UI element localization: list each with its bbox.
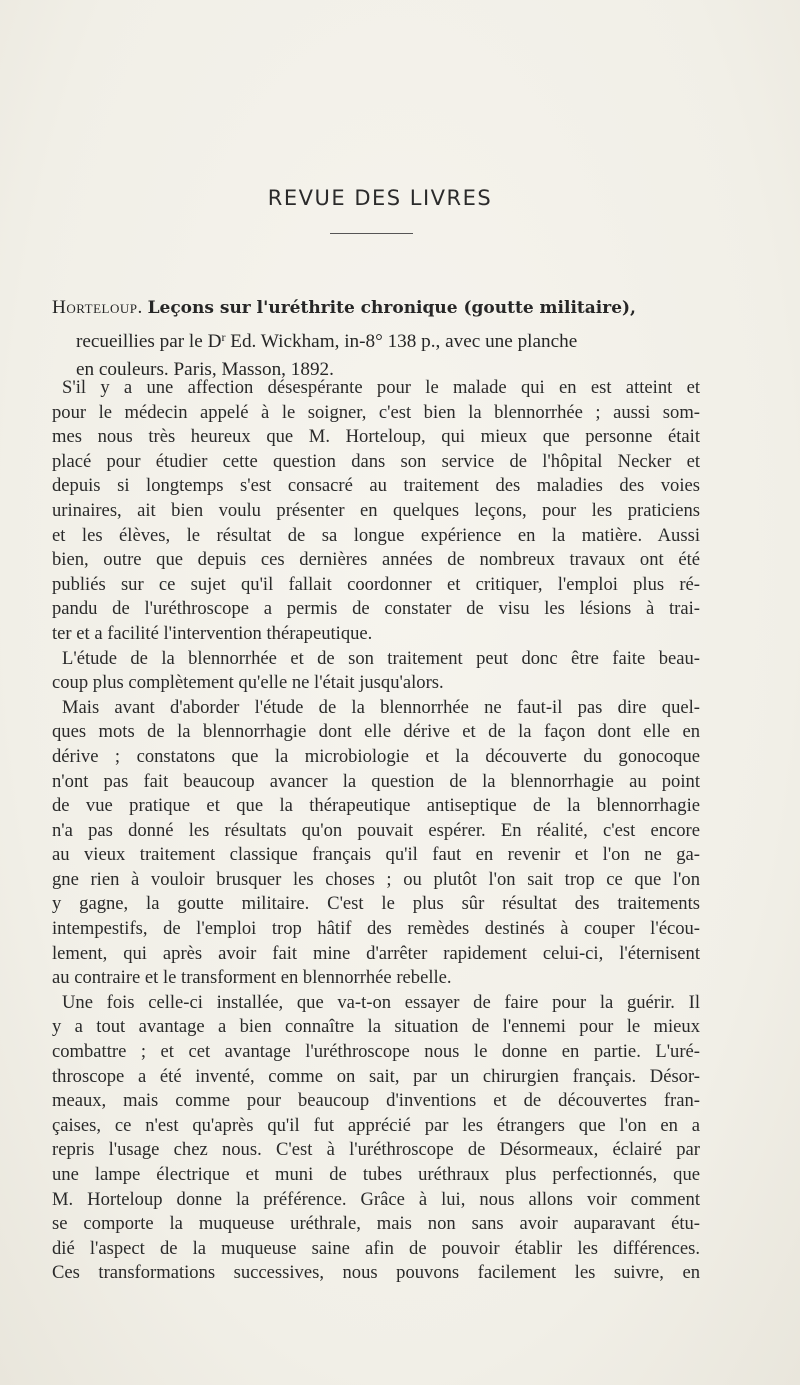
body-line: intempestifs, de l'emploi trop hâtif des remèdes destinés à couper l'écou- [52, 918, 700, 940]
body-line: une lampe électrique et muni de tubes uréthraux plus perfectionnés, que [52, 1164, 700, 1185]
body-line: pandu de l'uréthroscope a permis de constater de visu les lésions à trai- [52, 598, 700, 620]
body-line: combattre ; et cet avantage l'uréthroscope nous le donne en partie. L'uré- [52, 1041, 700, 1063]
entry-line-3: en couleurs. Paris, Masson, 1892. [76, 359, 334, 380]
body-line: ter et a facilité l'intervention thérapeutique. [52, 622, 373, 644]
book-entry [52, 294, 702, 385]
body-line: throscope a été inventé, comme on sait, par un chirurgien français. Désor- [52, 1065, 700, 1087]
body-line: coup plus complètement qu'elle ne l'était jusqu'alors. [52, 672, 444, 694]
entry-line-2-pre: recueillies par le D [76, 330, 222, 352]
body-line: se comporte la muqueuse uréthrale, mais non sans avoir auparavant étu- [52, 1213, 700, 1235]
entry-line-2-sup: r [221, 329, 226, 344]
body-line: publiés sur ce sujet qu'il fallait coordonner et critiquer, l'emploi plus ré- [52, 573, 700, 595]
body-line: et les élèves, le résultat de sa longue expérience en la matière. Aussi [52, 524, 700, 546]
body-line: ques mots de la blennorrhagie dont elle dérive et de la façon dont elle en [52, 721, 700, 743]
body-line: bien, outre que depuis ces dernières années de nombreux travaux ont été [52, 549, 700, 571]
body-line: placé pour étudier cette question dans son service de l'hôpital Necker et [52, 450, 700, 472]
body-line: n'ont pas fait beaucoup avancer la question de la blennorrhagie au point [52, 770, 700, 792]
entry-line-2 [52, 323, 702, 357]
body-line: dérive ; constatons que la microbiologie et la découverte du gonocoque [52, 745, 700, 767]
body-line: pour le médecin appelé à le soigner, c'est bien la blennorrhée ; aussi som- [52, 401, 700, 423]
section-heading: REVUE DES LIVRES [267, 186, 493, 210]
body-line: de vue pratique et que la thérapeutique antiseptique de la blennorrhagie [52, 795, 700, 817]
body-line: Une fois celle-ci installée, que va-t-on essayer de faire pour la guérir. Il [62, 991, 700, 1013]
entry-author: Horteloup. [52, 297, 143, 318]
body-line: S'il y a une affection désespérante pour le malade qui en est atteint et [62, 377, 700, 398]
entry-line-1 [52, 294, 702, 323]
body-line: dié l'aspect de la muqueuse saine afin de pouvoir établir les différences. [52, 1237, 700, 1259]
body-line: n'a pas donné les résultats qu'on pouvait espérer. En réalité, c'est encore [52, 819, 700, 841]
body-line: gne rien à vouloir brusquer les choses ; ou plutôt l'on sait trop ce que l'on [52, 868, 700, 890]
body-line: au vieux traitement classique français qu'il faut en revenir et l'on ne ga- [52, 844, 700, 866]
body-line: çaises, ce n'est qu'après qu'il fut apprécié par les étrangers que l'on en a [52, 1114, 700, 1136]
body-line: y a tout avantage a bien connaître la situation de l'ennemi pour le mieux [52, 1016, 700, 1038]
body-line: L'étude de la blennorrhée et de son traitement peut donc être faite beau- [62, 647, 700, 669]
body-line: depuis si longtemps s'est consacré au traitement des maladies des voies [52, 475, 700, 497]
entry-title: Leçons sur l'uréthrite chronique (goutte militaire), [147, 298, 636, 318]
body-line: y gagne, la goutte militaire. C'est le plus sûr résultat des traitements [52, 893, 700, 915]
body-line: Ces transformations successives, nous pouvons facilement les suivre, en [52, 1262, 700, 1284]
body-line: au contraire et le transforment en blennorrhée rebelle. [52, 967, 452, 989]
body-line: meaux, mais comme pour beaucoup d'inventions et de découvertes fran- [52, 1090, 700, 1112]
body-line: Mais avant d'aborder l'étude de la blennorrhée ne faut-il pas dire quel- [62, 696, 700, 718]
body-line: mes nous très heureux que M. Horteloup, qui mieux que personne était [52, 426, 700, 448]
entry-line-2-post: Ed. Wickham, in-8° 138 p., avec une planche [225, 330, 578, 352]
body-line: repris l'usage chez nous. C'est à l'uréthroscope de Désormeaux, éclairé par [52, 1139, 700, 1161]
body-line: lement, qui après avoir fait mine d'arrêter rapidement celui-ci, l'éternisent [52, 942, 700, 964]
body-line: urinaires, ait bien voulu présenter en quelques leçons, pour les praticiens [52, 499, 700, 521]
heading-rule [330, 233, 413, 234]
body-line: M. Horteloup donne la préférence. Grâce à lui, nous allons voir comment [52, 1188, 700, 1210]
review-body [52, 376, 700, 1286]
